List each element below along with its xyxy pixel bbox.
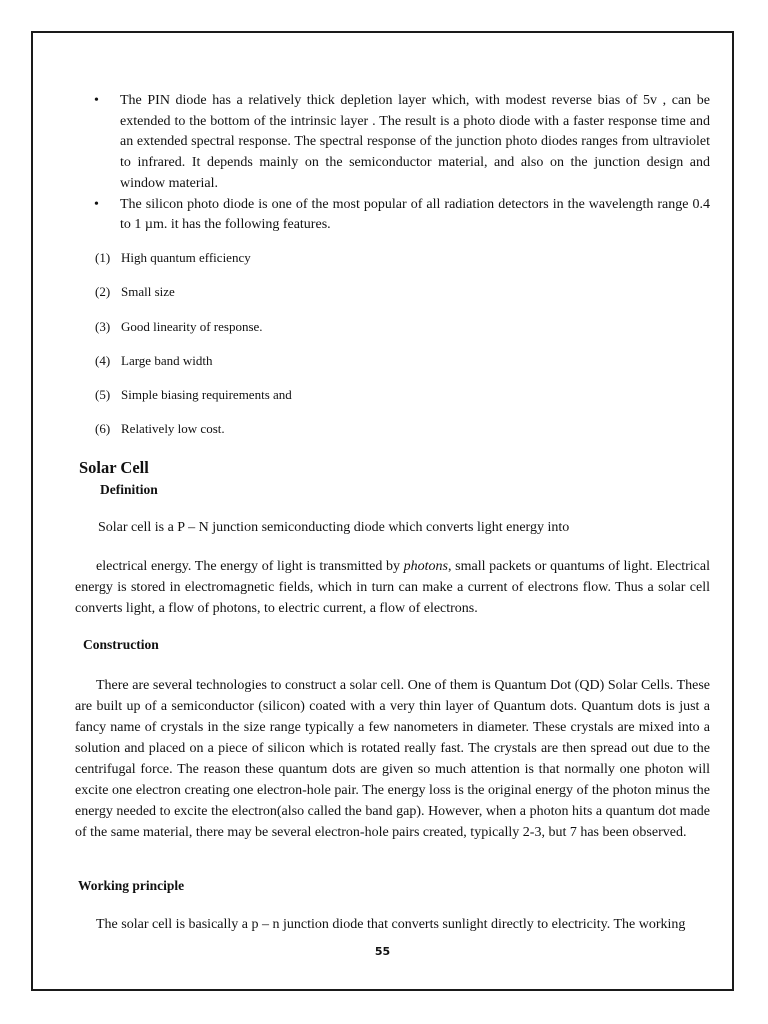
feature-number: (5): [95, 387, 111, 403]
bullet-text: The PIN diode has a relatively thick depletion layer which, with modest reverse bias of 5v , can be extended to the bottom of the intrinsic layer . The result is a photo diode with a faster response time and an extended spectral response. The spectral response of the junction photo diodes ranges from ultraviolet to infrared. It depends mainly on the semiconductor material, and also on the junction design and window material.: [120, 93, 710, 191]
definition-text-cont: , small packets or quantums of light. Electrical energy is stored in electromagnetic fields, which in turn can make a current of electrons flow. Thus a solar cell converts light, a flow of photons, to electric current, a flow of electrons.: [75, 559, 710, 616]
feature-text: High quantum efficiency: [121, 250, 251, 265]
definition-heading: Definition: [100, 482, 158, 497]
feature-text: Simple biasing requirements and: [121, 387, 292, 403]
bullet-text: The silicon photo diode is one of the most popular of all radiation detectors in the wavelength range 0.4 to 1 µm. it has the following features.: [120, 196, 710, 233]
feature-item: [95, 386, 292, 420]
feature-item: [95, 420, 292, 454]
page-number: 55: [374, 945, 391, 958]
bullet-symbol: •: [94, 93, 99, 108]
construction-heading: Construction: [83, 637, 159, 652]
feature-item: [95, 352, 292, 386]
feature-text: Large band width: [121, 352, 213, 368]
definition-text: electrical energy. The energy of light is transmitted by: [96, 559, 404, 574]
feature-number: (6): [95, 421, 111, 437]
feature-text: Small size: [121, 284, 175, 300]
bullet-list: [93, 91, 710, 236]
bullet-item: [93, 195, 710, 236]
feature-item: [95, 283, 292, 317]
feature-number: (1): [95, 250, 111, 265]
feature-item: [95, 249, 292, 283]
working-heading: Working principle: [78, 878, 185, 893]
working-paragraph: The solar cell is basically a p – n junction diode that converts sunlight directly to electricity. The working: [96, 917, 686, 932]
feature-list: [95, 249, 292, 455]
bullet-item: [93, 91, 710, 195]
page-content: [33, 33, 732, 989]
feature-item: [95, 318, 292, 352]
feature-number: (4): [95, 352, 111, 368]
construction-paragraph: There are several technologies to construct a solar cell. One of them is Quantum Dot (QD) Solar Cells. These are built up of a semiconductor (silicon) coated with a very thin layer of Quantum dots. Quantum dots is just a fancy name of crystals in the size range typically a few nanometers in diameter. These crystals are mixed into a solution and placed on a piece of silicon which is rotated really fast. The crystals are then spread out due to the centrifugal force. The reason these quantum dots are given so much attention is that normally one photon will excite one electron creating one electron-hole pair. The energy loss is the original energy of the photon minus the energy needed to excite the electron(also called the band gap). However, when a photon hits a quantum dot made of the same material, there may be several electron-hole pairs created, typically 2-3, but 7 has been observed.: [75, 678, 710, 840]
feature-number: (3): [95, 318, 111, 334]
feature-text: Good linearity of response.: [121, 318, 263, 334]
definition-paragraph: [75, 556, 710, 619]
section-title: Solar Cell: [79, 458, 149, 477]
feature-text: Relatively low cost.: [121, 421, 225, 437]
feature-number: (2): [95, 284, 111, 300]
definition-line: Solar cell is a P – N junction semiconducting diode which converts light energy into: [98, 520, 570, 535]
page-frame: [31, 31, 734, 991]
bullet-symbol: •: [94, 196, 99, 212]
definition-emphasis: photons: [403, 559, 448, 574]
